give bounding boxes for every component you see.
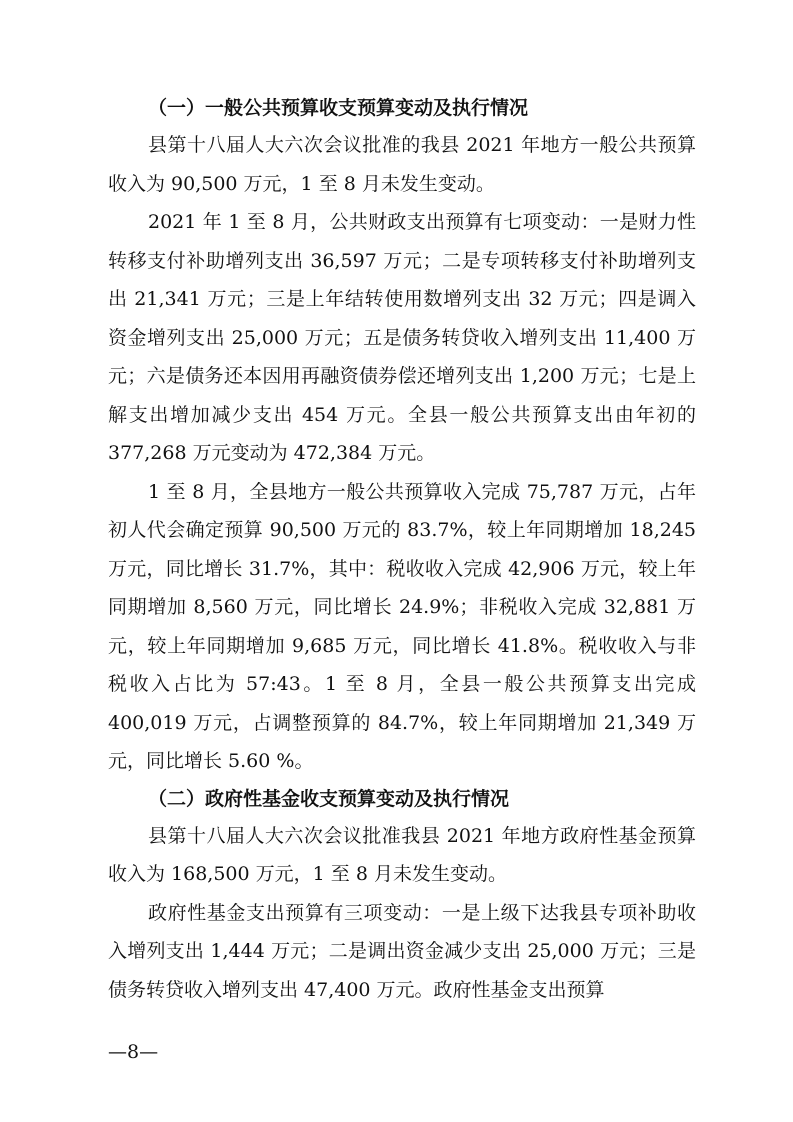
section-heading-government-fund: （二）政府性基金收支预算变动及执行情况 <box>148 787 510 810</box>
section-heading-general-budget: （一）一般公共预算收支预算变动及执行情况 <box>148 97 529 119</box>
paragraph-general-budget-execution: 1 至 8 月，全县地方一般公共预算收入完成 75,787 万元，占年初人代会确定预算 90,500 万元的 83.7%，较上年同期增加 18,245 万元，同比增长 31.7%，其中：税收收入完成 42,906 万元，较上年同期增加 8,560 万元，同比增长 24.9%；非税收入完成 32,881 万元，较上年同期增加 9,685 万元，同比增长 41.8%。税收收入与非税收入占比为 57:43。1 至 8 月，全县一般公共预算支出完成 400,019 万元，占调整预算的 84.7%，较上年同期增加 21,349 万元，同比增长 5.60 %。 <box>108 480 696 772</box>
document-body <box>108 90 696 1009</box>
paragraph-general-budget-revenue: 县第十八届人大六次会议批准的我县 2021 年地方一般公共预算收入为 90,500 万元，1 至 8 月未发生变动。 <box>108 134 696 195</box>
paragraph-government-fund-changes: 政府性基金支出预算有三项变动：一是上级下达我县专项补助收入增列支出 1,444 万元；二是调出资金减少支出 25,000 万元；三是债务转贷收入增列支出 47,400 万元。政府性基金支出预算 <box>108 901 696 1001</box>
paragraph-general-budget-changes: 2021 年 1 至 8 月，公共财政支出预算有七项变动：一是财力性转移支付补助增列支出 36,597 万元；二是专项转移支付补助增列支出 21,341 万元；三是上年结转使用数增列支出 32 万元；四是调入资金增列支出 25,000 万元；五是债务转贷收入增列支出 11,400 万元；六是债务还本因用再融资债券偿还增列支出 1,200 万元；七是上解支出增加减少支出 454 万元。全县一般公共预算支出由年初的 377,268 万元变动为 472,384 万元。 <box>108 211 696 464</box>
paragraph-government-fund-revenue: 县第十八届人大六次会议批准我县 2021 年地方政府性基金预算收入为 168,500 万元，1 至 8 月未发生变动。 <box>108 824 696 885</box>
page-number: —8— <box>108 1041 159 1063</box>
